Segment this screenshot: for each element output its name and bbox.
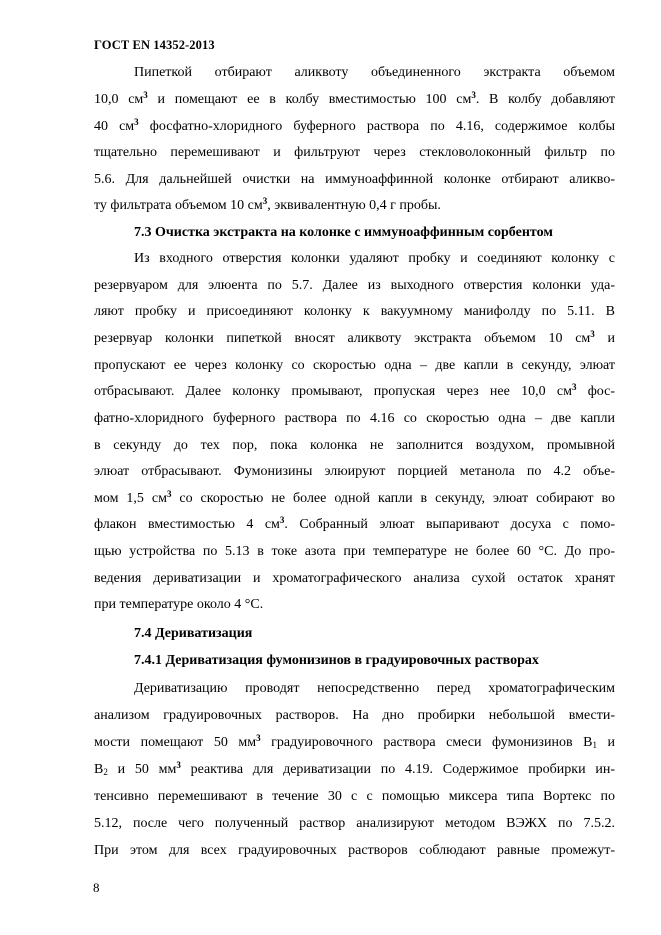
text-line: ляют пробку и присоединяют колонку к вакуумному манифолду по 5.11. В: [94, 304, 615, 319]
text-line: При этом для всех градуировочных растворов соблюдают равные промежут-: [94, 843, 615, 858]
text-line: в секунду до тех пор, пока колонка не заполнится воздухом, промывной: [94, 438, 615, 453]
text-line: тщательно перемешивают и фильтруют через стекловолоконный фильтр по: [94, 145, 615, 160]
text-line: 5.12, после чего полученный раствор анализируют методом ВЭЖХ по 7.5.2.: [94, 816, 615, 831]
text-line: щью устройства по 5.13 в токе азота при температуре не более 60 °С. До про-: [94, 544, 615, 559]
text-line: отбрасывают. Далее колонку промывают, пропуская через нее 10,0 $см^3$ фос-: [94, 382, 616, 399]
page-number: 8: [93, 880, 100, 895]
text-line: анализом градуировочных растворов. На дно пробирки небольшой вмести-: [94, 708, 615, 723]
document-header: ГОСТ EN 14352-2013: [94, 38, 215, 52]
text-line: 10,0 $см^3$ и помещают ее в колбу вместимостью 100 $см^3$. В колбу добавляют: [94, 90, 615, 107]
text-line: Из входного отверстия колонки удаляют пробку и соединяют колонку с: [134, 251, 615, 266]
section-heading-7-3: 7.3 Очистка экстракта на колонке с иммуноаффинным сорбентом: [134, 225, 553, 240]
section-heading-7-4: 7.4 Дериватизация: [134, 626, 253, 641]
text-line: $B_2$ и 50 $мм^3$ реактива для дериватизации по 4.19. Содержимое пробирки ин-: [94, 760, 615, 777]
text-line: пропускают ее через колонку со скоростью одна – две капли в секунду, элюат: [94, 358, 615, 373]
text-line: Пипеткой отбирают аликвоту объединенного экстракта объемом: [134, 65, 615, 80]
text-line: мости помещают 50 $мм^3$ градуировочного раствора смеси фумонизинов $B_1$ и: [94, 733, 615, 750]
text-line: резервуаром для элюента по 5.7. Далее из выходного отверстия колонки уда-: [94, 278, 615, 293]
text-line: ведения дериватизации и хроматографического анализа сухой остаток хранят: [94, 571, 615, 586]
text-line: резервуар колонки пипеткой вносят аликвоту экстракта объемом 10 $см^3$ и: [94, 329, 615, 346]
text-line: флакон вместимостью 4 $см^3$. Собранный элюат выпаривают досуха с помо-: [94, 515, 615, 532]
text-line: Дериватизацию проводят непосредственно перед хроматографическим: [134, 681, 615, 696]
text-line: ту фильтрата объемом 10 $см^3$, эквивалентную 0,4 г пробы.: [94, 196, 441, 213]
text-line: 40 $см^3$ фосфатно-хлоридного буферного раствора по 4.16, содержимое колбы: [94, 117, 615, 134]
text-line: элюат отбрасывают. Фумонизины элюируют порцией метанола по 4.2 объе-: [94, 464, 615, 479]
text-line: фатно-хлоридного буферного раствора по 4.16 со скоростью одна – две капли: [94, 411, 615, 426]
text-line: при температуре около 4 °С.: [94, 597, 264, 612]
text-line: 5.6. Для дальнейшей очистки на иммуноаффинной колонке отбирают аликво-: [94, 172, 615, 187]
text-line: мом 1,5 $см^3$ со скоростью не более одной капли в секунду, элюат собирают во: [94, 489, 615, 506]
section-heading-7-4-1: 7.4.1 Дериватизация фумонизинов в градуировочных растворах: [134, 653, 539, 668]
text-line: тенсивно перемешивают в течение 30 с с помощью миксера типа Вортекс по: [94, 789, 615, 804]
